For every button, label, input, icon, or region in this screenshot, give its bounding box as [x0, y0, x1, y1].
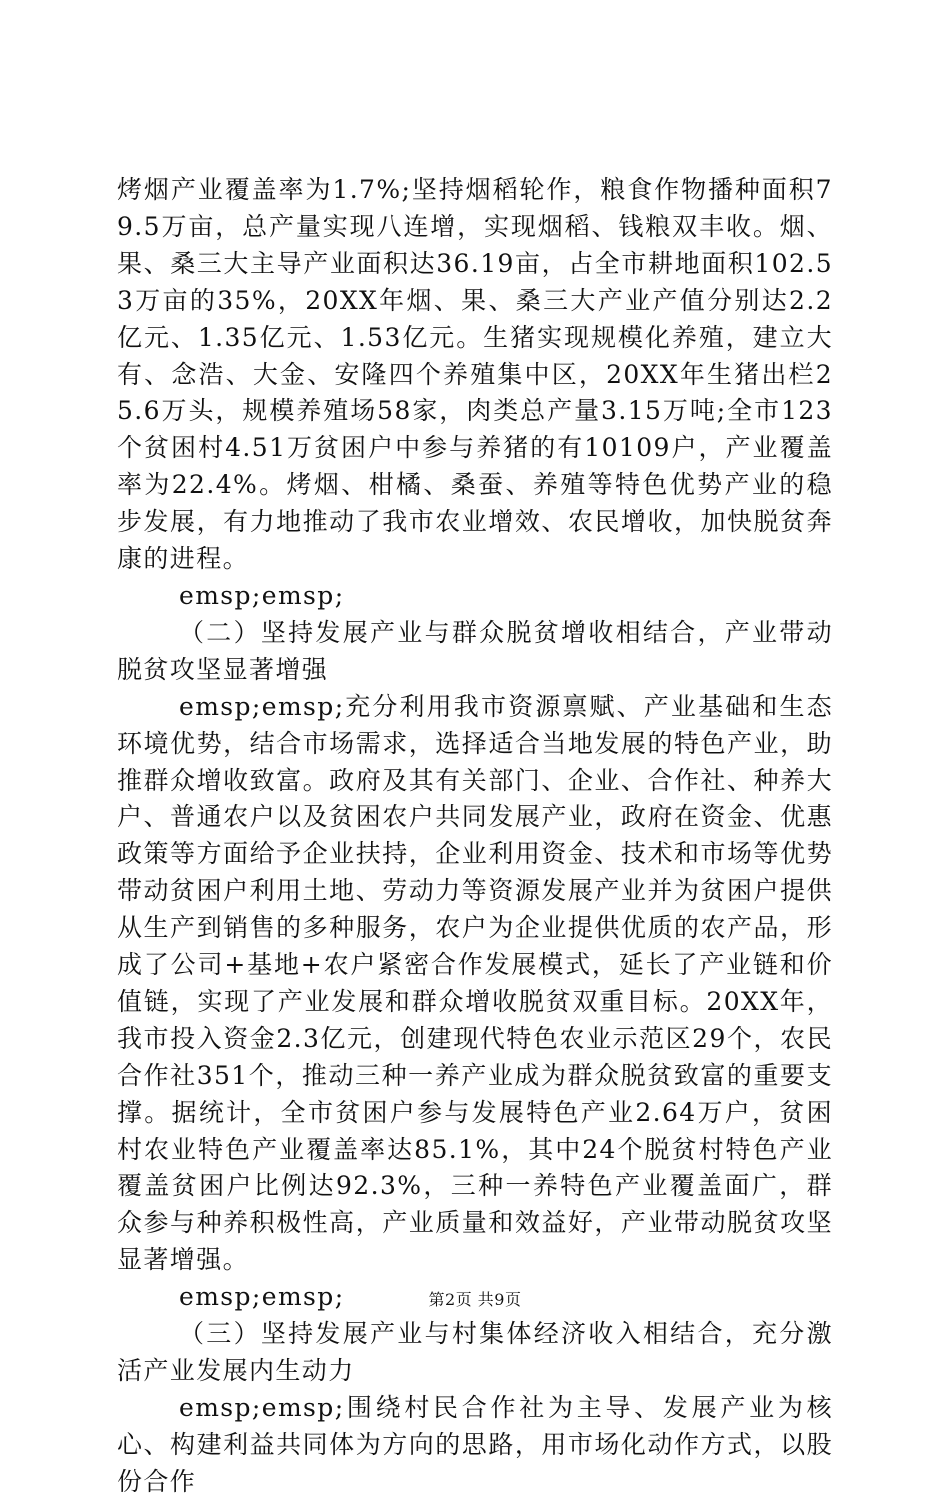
section-heading-2: （二）坚持发展产业与群众脱贫增收相结合，产业带动脱贫攻坚显著增强: [117, 617, 833, 684]
body-paragraph: emsp;emsp;围绕村民合作社为主导、发展产业为核心、构建利益共同体为方向的思路，用市场化动作方式，以股份合作: [117, 1392, 833, 1496]
body-paragraph: emsp;emsp;充分利用我市资源禀赋、产业基础和生态环境优势，结合市场需求，选择适合当地发展的特色产业，助推群众增收致富。政府及其有关部门、企业、合作社、种养大户、普通农户以及贫困农户共同发展产业，政府在资金、优惠政策等方面给予企业扶持，企业利用资金、技术和市场等优势带动贫困户利用土地、劳动力等资源发展产业并为贫困户提供从生产到销售的多种服务，农户为企业提供优质的农产品，形成了公司+基地+农户紧密合作发展模式，延长了产业链和价值链，实现了产业发展和群众增收脱贫双重目标。20XX年，我市投入资金2.3亿元，创建现代特色农业示范区29个，农民合作社351个，推动三种一养产业成为群众脱贫致富的重要支撑。据统计，全市贫困户参与发展特色产业2.64万户，贫困村农业特色产业覆盖率达85.1%，其中24个脱贫村特色产业覆盖贫困户比例达92.3%，三种一养特色产业覆盖面广，群众参与种养积极性高，产业质量和效益好，产业带动脱贫攻坚显著增强。: [117, 691, 833, 1275]
section-heading-3: （三）坚持发展产业与村集体经济收入相结合，充分激活产业发展内生动力: [117, 1319, 833, 1385]
body-paragraph: 烤烟产业覆盖率为1.7%;坚持烟稻轮作，粮食作物播种面积79.5万亩，总产量实现八连增，实现烟稻、钱粮双丰收。烟、果、桑三大主导产业面积达36.19亩，占全市耕地面积102.53万亩的35%，20XX年烟、果、桑三大产业产值分别达2.2亿元、1.35亿元、1.53亿元。生猪实现规模化养殖，建立大有、念浩、大金、安隆四个养殖集中区，20XX年生猪出栏25.6万头，规模养殖场58家，肉类总产量3.15万吨;全市123个贫困村4.51万贫困户中参与养猪的有10109户，产业覆盖率为22.4%。烤烟、柑橘、桑蚕、养殖等特色优势产业的稳步发展，有力地推动了我市农业增效、农民增收，加快脱贫奔康的进程。: [117, 175, 833, 574]
spacer-paragraph: emsp;emsp;: [179, 580, 345, 610]
spacer-paragraph: emsp;emsp;: [179, 1282, 345, 1312]
page-footer: 第2页 共9页: [428, 1290, 522, 1309]
